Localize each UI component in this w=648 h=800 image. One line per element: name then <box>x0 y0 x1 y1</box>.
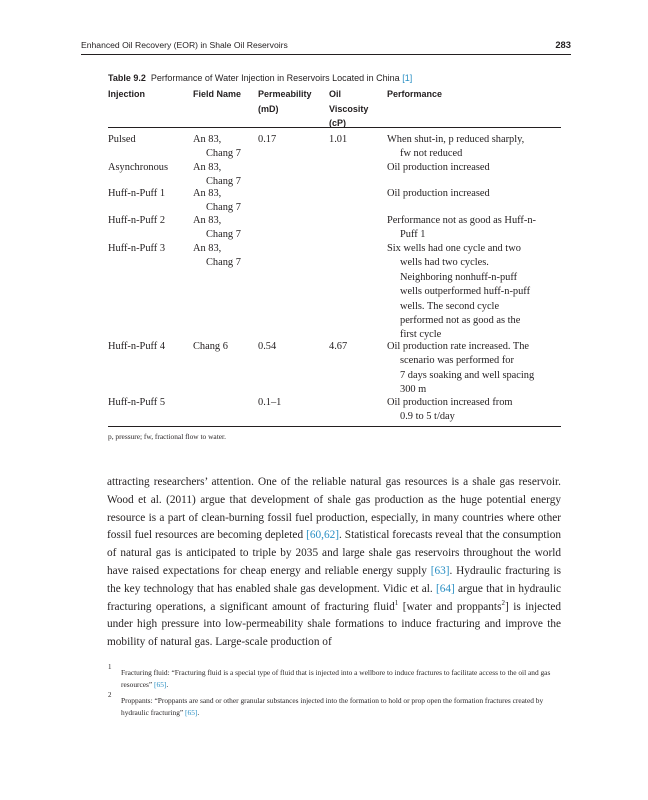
performance-line: fw not reduced <box>400 148 463 160</box>
header-viscosity-line: (cP) <box>329 118 347 128</box>
running-head-title: Enhanced Oil Recovery (EOR) in Shale Oil Reservoirs <box>81 40 288 50</box>
performance-line: Oil production rate increased. The <box>387 341 530 352</box>
header-permeability <box>258 87 312 116</box>
body-text-span: [water and proppants <box>398 600 502 613</box>
footnote-text: Fracturing fluid: “Fracturing fluid is a special type of fluid that is injected into a wellbore to induce fractures to facilitate access to the oil and gas resources” <box>121 668 551 689</box>
footnote: 2 Proppants: “Proppants are sand or other granular substances injected into the formation to hold or prop open the formation fractures created by hydraulic fracturing” [65]. <box>108 691 544 717</box>
header-viscosity-line: Viscosity <box>329 103 369 114</box>
cell-permeability: 0.1–1 <box>258 397 282 408</box>
field-line: Chang 7 <box>206 176 241 188</box>
body-text-span: . Statistical forecasts reveal that the consumption of natural gas is anticipated to triple by 2035 and large shale gas reservoirs throughout the world have raised expectations for cheap energy and reliable energy supply <box>107 529 561 577</box>
cell-field-name <box>193 214 259 243</box>
field-line: An 83, <box>193 162 222 173</box>
cell-performance <box>387 214 565 243</box>
footnote-marker[interactable]: 1 <box>394 598 399 607</box>
footnote-marker[interactable]: 2 <box>501 598 505 607</box>
header-viscosity-line: Oil <box>329 89 342 99</box>
cell-performance <box>387 161 565 175</box>
footnote-end: . <box>197 708 200 717</box>
caption-reference-link[interactable]: [1] <box>402 73 413 83</box>
performance-line: performed not as good as the <box>400 315 521 327</box>
cell-injection: Huff-n-Puff 5 <box>108 397 166 408</box>
citation-link[interactable]: [64] <box>435 582 455 595</box>
header-oil-viscosity <box>329 87 368 131</box>
performance-line: Oil production increased from <box>387 397 513 408</box>
performance-line: When shut-in, p reduced sharply, <box>387 134 525 145</box>
cell-oil-viscosity: 4.67 <box>329 341 348 352</box>
performance-line: wells outperformed huff-n-puff <box>400 286 531 298</box>
citation-link[interactable]: [63] <box>430 564 450 577</box>
table-caption <box>108 73 412 83</box>
table-caption-text: Performance of Water Injection in Reservoirs Located in China <box>150 73 400 83</box>
field-line: An 83, <box>193 188 222 199</box>
footnote-text: Proppants: “Proppants are sand or other granular substances injected into the formation to hold or prop open the formation fractures created by hydraulic fracturing” <box>121 696 544 717</box>
table-bottom-rule <box>108 426 561 427</box>
body-text-span: . Hydraulic fracturing is the key technology that has enabled shale gas development. Vidic et al. <box>107 564 561 595</box>
header-permeability-line: (mD) <box>258 103 279 114</box>
field-line: An 83, <box>193 215 222 226</box>
table-label: Table 9.2 <box>108 73 146 83</box>
cell-injection: Pulsed <box>108 134 136 145</box>
page-number: 283 <box>555 39 571 50</box>
field-line: Chang 7 <box>206 229 241 241</box>
table-top-rule <box>108 127 561 128</box>
performance-line: first cycle <box>400 329 442 341</box>
citation-link[interactable]: [65] <box>185 708 198 717</box>
header-permeability-line: Permeability <box>258 89 312 99</box>
header-injection: Injection <box>108 89 146 99</box>
performance-line: Puff 1 <box>400 229 426 241</box>
field-line: Chang 7 <box>206 148 241 160</box>
footnote-end: . <box>166 680 169 689</box>
performance-line: wells had two cycles. <box>400 257 489 269</box>
field-line: An 83, <box>193 243 222 254</box>
performance-line: 7 days soaking and well spacing <box>400 369 535 381</box>
performance-line: wells. The second cycle <box>400 300 500 312</box>
performance-line: 300 m <box>400 384 427 396</box>
body-text-span: argue that in hydraulic fracturing operations, a significant amount of fracturing fluid <box>107 582 561 613</box>
cell-field-name <box>193 161 259 190</box>
cell-injection: Huff-n-Puff 2 <box>108 215 166 226</box>
cell-oil-viscosity: 1.01 <box>329 134 348 145</box>
cell-performance <box>387 242 565 343</box>
citation-link[interactable]: [65] <box>154 680 167 689</box>
cell-injection: Huff-n-Puff 4 <box>108 341 166 352</box>
field-line: Chang 7 <box>206 202 241 214</box>
performance-line: scenario was performed for <box>400 355 514 367</box>
header-field-name: Field Name <box>193 89 242 99</box>
cell-injection: Asynchronous <box>108 162 169 173</box>
cell-injection: Huff-n-Puff 3 <box>108 243 166 254</box>
performance-line: Performance not as good as Huff-n- <box>387 215 536 226</box>
performance-line: Neighboring nonhuff-n-puff <box>400 271 518 283</box>
cell-field-name <box>193 187 259 216</box>
performance-line: 0.9 to 5 t/day <box>400 411 455 423</box>
body-paragraph <box>107 474 561 652</box>
cell-performance <box>387 396 565 425</box>
citation-link[interactable]: [60,62] <box>306 529 340 542</box>
performance-line: Oil production increased <box>387 188 490 199</box>
cell-field-name <box>193 242 259 271</box>
cell-permeability: 0.54 <box>258 341 277 352</box>
cell-performance <box>387 340 565 398</box>
field-line: Chang 7 <box>206 257 241 269</box>
body-text-span: ] is injected under high pressure into low-permeability shale formations to induce fracturing and improve the mobility of natural gas. Large-scale production of <box>107 600 562 649</box>
field-line: Chang 6 <box>193 341 228 352</box>
cell-performance <box>387 133 565 162</box>
cell-field-name <box>193 133 259 162</box>
table-note: p, pressure; fw, fractional flow to water. <box>108 432 226 441</box>
cell-performance <box>387 187 565 201</box>
header-performance: Performance <box>387 89 443 99</box>
body-text-span: attracting researchers’ attention. One of the reliable natural gas resources is a shale gas reservoir. Wood et al. (2011) argue that development of shale gas production as the huge potential energy resource is a part of clean-burning fossil fuel production, especially, in many countries where other fossil fuel resources are becoming depleted <box>107 476 561 542</box>
cell-permeability: 0.17 <box>258 134 277 145</box>
performance-line: Six wells had one cycle and two <box>387 243 521 254</box>
cell-injection: Huff-n-Puff 1 <box>108 188 166 199</box>
header-rule <box>81 54 571 55</box>
performance-line: Oil production increased <box>387 162 490 173</box>
running-head <box>81 40 571 50</box>
cell-field-name <box>193 340 259 354</box>
field-line: An 83, <box>193 134 222 145</box>
footnote: 1 Fracturing fluid: “Fracturing fluid is a special type of fluid that is injected into a wellbore to induce fractures to facilitate access to the oil and gas resources” [65]. <box>108 663 551 689</box>
